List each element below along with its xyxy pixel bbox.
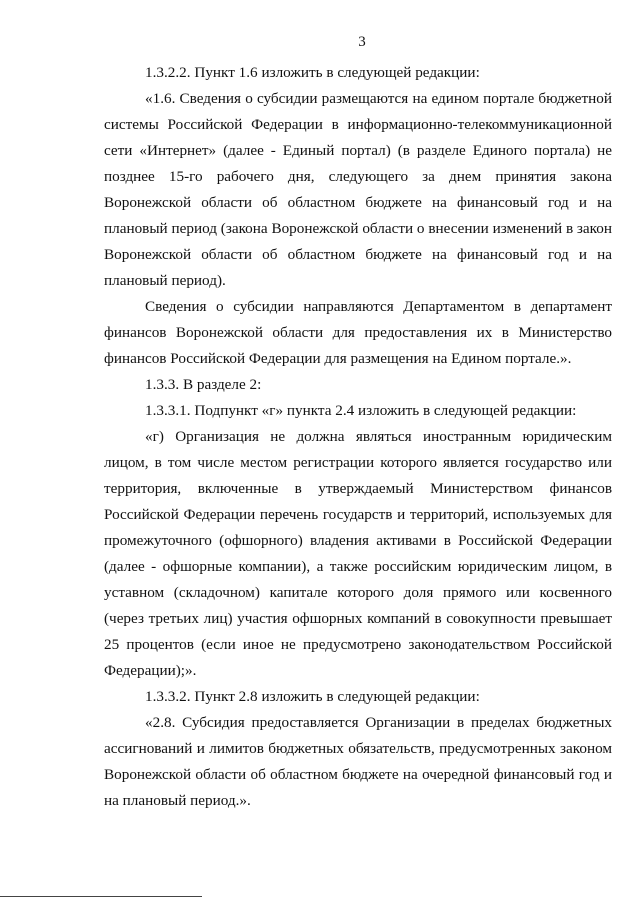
paragraph-1-3-3-2: 1.3.3.2. Пункт 2.8 изложить в следующей редакции:: [145, 688, 480, 705]
paragraph-1-3-3: 1.3.3. В разделе 2:: [145, 376, 262, 393]
footer-divider: [0, 896, 202, 897]
paragraph-2-8-text: «2.8. Субсидия предоставляется Организации в пределах бюджетных ассигнований и лимитов бюджетных обязательств, предусмотренных законом Воронежской области об областном бюджете на очередной финансовый год и на плановый период.».: [104, 714, 612, 809]
paragraph-1-3-2-2: 1.3.2.2. Пункт 1.6 изложить в следующей редакции:: [145, 64, 480, 81]
paragraph-subsidy-info: Сведения о субсидии направляются Департаментом в департамент финансов Воронежской области для предоставления их в Министерство финансов Российской Федерации для размещения на Едином портале.».: [104, 298, 612, 367]
page-number: 3: [358, 34, 366, 50]
paragraph-1-3-3-1: 1.3.3.1. Подпункт «г» пункта 2.4 изложить в следующей редакции:: [145, 402, 577, 419]
paragraph-subitem-g: «г) Организация не должна являться иностранным юридическим лицом, в том числе местом регистрации которого является государство или территория, включенные в утверждаемый Министерством финансов Российской Федерации перечень государств и территорий, используемых для промежуточного (офшорного) владения активами в Российской Федерации (далее - офшорные компании), а также российским юридическим лицом, в уставном (складочном) капитале которого доля прямого или косвенного (через третьих лиц) участия офшорных компаний в совокупности превышает 25 процентов (если иное не предусмотрено законодательством Российской Федерации);».: [104, 428, 612, 679]
paragraph-1-6-text: «1.6. Сведения о субсидии размещаются на едином портале бюджетной системы Российской Федерации в информационно-телекоммуникационной сети «Интернет» (далее - Единый портал) (в разделе Единого портала) не позднее 15-го рабочего дня, следующего за днем принятия закона Воронежской области об областном бюджете на финансовый год и на плановый период (закона Воронежской области о внесении изменений в закон Воронежской области об областном бюджете на финансовый год и на плановый период).: [104, 90, 612, 289]
document-body: [104, 60, 612, 814]
